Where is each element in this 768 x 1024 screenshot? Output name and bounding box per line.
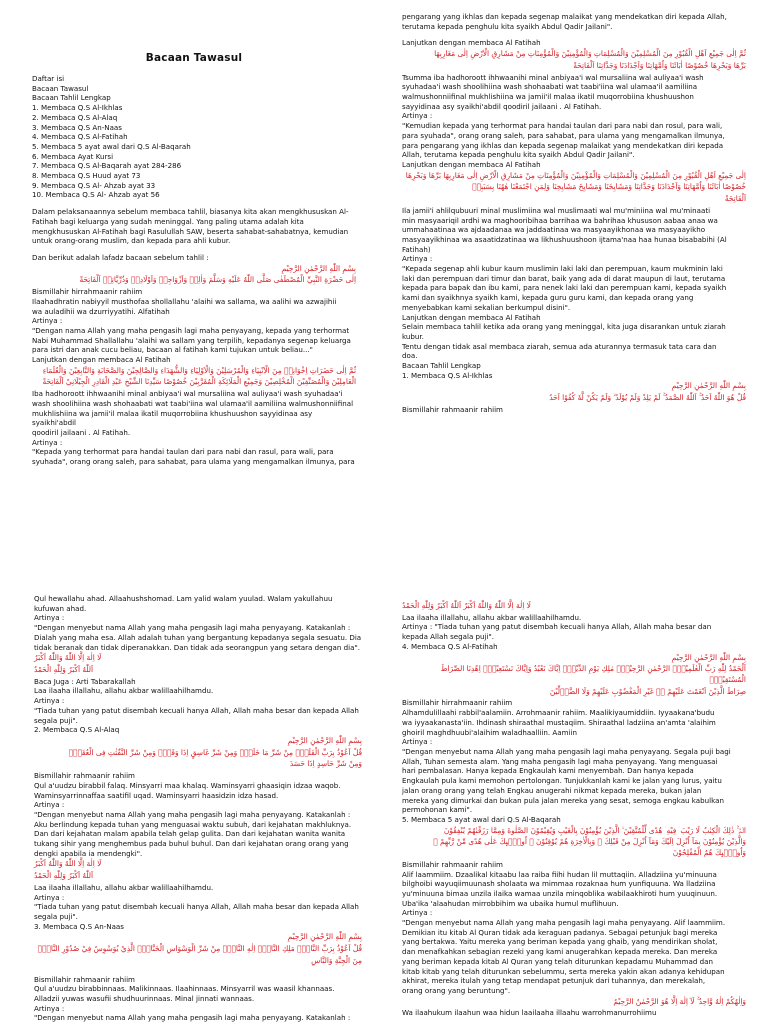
- text-block: [34, 677, 362, 735]
- arabic-line: ثُمَّ اِلٰى حَضَرَاتِ اِخْوَانِهٖ مِنَ الْاَنْبِيَاءِ وَالْمُرْسَلِيْنَ وَالْاَوْلِيَاءِ وَالشُّهَدَاءِ وَالصَّالِحِيْنَ وَالصَّحَابَةِ وَالتَّابِعِيْنَ وَالْعُلَمَاءِ: [42, 365, 356, 375]
- arabic-line: اِلٰى جَمِيْعِ اَهْلِ الْقُبُوْرِ مِنَ الْمُسْلِمِيْنَ وَالْمُسْلِمَاتِ وَالْمُؤْمِنِيْنَ وَالْمُؤْمِنَاتِ مِنْ مَشَارِقِ الْاَرْضِ اِلٰى مَغَارِبِهَا بَرِّهَا وَبَحْرِهَا: [405, 170, 746, 180]
- text-line: syuhadaa'i wash shoolihiina wash shohaabati wat taabi'iina wal ulamaa'il aamiliina: [402, 82, 698, 92]
- arabic-line: وَاِلٰهُكُمْ اِلٰهٌ وَّاحِدٌ ۚ لَآ اِلٰهَ اِلَّا هُوَ الرَّحْمٰنُ الرَّحِيْمُ: [613, 996, 746, 1006]
- text-line: Lanjutkan dengan membaca Al Fatihah: [402, 312, 541, 322]
- arabic-text: [34, 736, 362, 770]
- text-line: kami dan syaikhnya syaikh kami, kepada guru guru kami, dan kepada orang yang: [402, 293, 694, 303]
- text-line: walmushonniifinal mukhlishiina wa jamii'il malaa ikatil muqorrobiina khushuushon: [402, 91, 694, 101]
- text-line: mereka yang dimurkai dan bukan pula jalan mereka yang sesat, semoga engkau kabulkan: [402, 795, 724, 805]
- text-line: Demikian itu kitab Al Quran tidak ada keraguan padanya. Sebagai petunjuk bagi mereka: [402, 927, 718, 937]
- text-line: qoodiril jailaani . Al Fatihah.: [32, 428, 131, 438]
- text-line: Aku berlindung kepada tuhan yang menguasai waktu subuh, dari kejahatan makhluknya.: [34, 819, 352, 829]
- text-line: syuhada", orang orang saleh, para sahabat, para ulama yang mengamalkan ilmunya, para: [32, 457, 355, 467]
- arabic-text: [34, 932, 362, 966]
- text-line: wash shoolihiina wash shohaabati wat taabi'iina wal ulamaa'il aamiliina walmushonniifinal: [32, 398, 354, 408]
- arabic-text: [402, 49, 746, 71]
- text-line: Laa ilaaha illallahu, allahu akbar walillaahilhamdu.: [402, 612, 582, 622]
- text-block: [34, 975, 362, 1024]
- text-line: terutama kepada penghulu kita syaikh Abdul Qadir Jailani".: [402, 21, 613, 31]
- text-line: "Dengan menyebut nama Allah yang maha pengasih lagi maha penyayang. Katakanlah :: [34, 809, 351, 819]
- text-line: Artinya :: [34, 892, 65, 902]
- text-line: kufuwan ahad.: [34, 603, 87, 613]
- text-line: Ila jamii'i ahlilqubuuri minal muslimiina wal muslimaati wal mu'miniina wal mu'minaati: [402, 205, 711, 215]
- text-line: Laa ilaaha illallahu, allahu akbar walillaahilhamdu.: [34, 686, 214, 696]
- text-line: Artinya :: [34, 613, 65, 623]
- document-page-3: [0, 512, 384, 1024]
- text-line: untuk orang-orang muslim, dan kepada para ahli kubur.: [32, 236, 231, 246]
- text-line: 6. Membaca Ayat Kursi: [32, 151, 114, 161]
- text-line: Waminsyarrinnaffaa saatifil uqad. Waminsyarri haasidzin idza hasad.: [34, 790, 279, 800]
- document-page-4: [384, 512, 768, 1024]
- text-block: [402, 12, 746, 31]
- text-line: tidak beranak dan tidak diperanakkan. Dan tidak ada seorangpun yang setara dengan dia".: [34, 642, 360, 652]
- text-line: "Kemudian kepada yang terhormat para handai taulan dari para nabi dan rosul, para wali,: [402, 121, 723, 131]
- text-line: wa iyyaakanasta'iin. Ihdinash shiraathal mustaqiim. Shiraathal ladziina an'amta 'alaihim: [402, 717, 716, 727]
- arabic-text: [402, 171, 746, 205]
- page-title: Bacaan Tawasul: [145, 52, 243, 64]
- transliteration-text: Wa ilaahukum ilaahun waa hidun laailaaha illaahu warrohmanurrohiimu: [402, 1008, 657, 1018]
- text-line: min masyaariqil ardhi wa maghooribihaa barrihaa wa bahrihaa khususon aabaa anaa wa: [402, 215, 718, 225]
- arabic-line: الْعَامِلِيْنَ وَالْمُصَنِّفِيْنَ الْمُخْلِصِيْنَ وَجَمِيْعِ الْمَلَائِكَةِ الْمُقَرَّبِيْنَ خُصُوْصًا سَيِّدِنَا الشَّيْخِ عَبْدِ الْقَادِرِ الْجِيْلَانِيْ اَلْفَاتِحَةْ: [42, 377, 356, 387]
- text-line: Allah, Tuhan semesta alam. Yang maha pengasih lagi maha penyayang. Yang menguasai: [402, 756, 718, 766]
- text-line: "Dengan menyebut nama Allah yang maha pengasih lagi maha penyayang. Katakanlah :: [34, 1013, 351, 1023]
- arabic-line: قُلْ اَعُوْذُ بِرَبِّ النَّاسِۙ مَلِكِ النَّاسِۙ اِلٰهِ النَّاسِۙ مِنْ شَرِّ الْوَسْوَاسِ الْخَنَّاسِۖ الَّذِيْ يُوَسْوِسُ فِيْ صُدُوْرِ النَّاسِۙ: [37, 944, 362, 954]
- text-line: Bismillahir rahmaanir rahiim: [34, 771, 135, 781]
- text-line: ummahaatinaa wa ajdaadanaa wa jaddaatinaa wa masyaayikhonaa wa masyaayikho: [402, 225, 706, 235]
- text-line: Artinya :: [402, 254, 433, 264]
- text-line: "Dengan menyebut nama Allah yang maha pengasih lagi maha penyayang. Segala puji bagi: [402, 747, 731, 756]
- text-line: 1. Membaca Q.S Al-Ikhlas: [402, 370, 493, 380]
- text-line: permohonan kami".: [402, 805, 473, 815]
- text-block: [32, 389, 356, 467]
- arabic-text: [402, 601, 746, 612]
- text-line: sayyidinaa asy syaikhi'abdil qoodiril jailaani . Al Fatihah.: [402, 101, 602, 111]
- text-line: Alladzii yuwas wasufii shudhuurinnaas. Minal jinnati wannaas.: [34, 994, 255, 1004]
- text-line: Iba hadhoroott ihhwaanihi minal anbiyaa'i wal mursaliina wal auliyaa'i wash syuhadaa'i: [32, 389, 343, 399]
- text-line: doa.: [402, 351, 418, 361]
- arabic-line: بِسْمِ اللّٰهِ الرَّحْمٰنِ الرَّحِيْمِ: [671, 381, 746, 391]
- arabic-line: الۤمّۤ ۚ ذٰلِكَ الْكِتٰبُ لَا رَيْبَ ۛ فِيْهِ ۛ هُدًى لِّلْمُتَّقِيْنَ ۙ الَّذِيْنَ يُؤْمِنُوْنَ بِالْغَيْبِ وَيُقِيْمُوْنَ الصَّلٰوةَ وَمِمَّا رَزَقْنٰهُمْ يُنْفِقُوْنَ: [443, 825, 746, 835]
- text-line: dan menafkahkan sebagian rezeki yang kami anugerahkan kepada mereka. Dan mereka: [402, 947, 718, 957]
- text-line: 3. Membaca Q.S An-Naas: [34, 921, 124, 931]
- text-line: tukang sihir yang menghembus pada buhul buhul. Dan dari kejahatan orang orang yang: [34, 839, 349, 849]
- arabic-text: [32, 366, 356, 388]
- text-line: 3. Membaca Q.S An-Naas: [32, 122, 122, 132]
- text-line: dengki apabila ia mendengki".: [34, 848, 143, 858]
- text-block: [402, 73, 746, 170]
- text-line: 2. Membaca Q.S Al-Alaq: [34, 725, 120, 735]
- text-line: Qul hewallahu ahad. Allaahushshomad. Lam yalid walam yuulad. Walam yakullahuu: [34, 594, 333, 603]
- text-line: akhirat, mereka itulah yang tetap mendapat petunjuk dari tuhannya, dan merekalah,: [402, 976, 706, 986]
- instruction-text: Lanjutkan dengan membaca Al Fatihah: [402, 38, 541, 48]
- text-line: Bismillahir rahmaanir rahiim: [402, 859, 503, 869]
- text-line: Artinya :: [32, 437, 63, 447]
- text-line: Artinya :: [34, 1003, 65, 1013]
- text-line: yang bertakwa. Yaitu mereka yang beriman kepada yang ghaib, yang mendirikan sholat,: [402, 937, 718, 947]
- text-line: 9. Membaca Q.S Al- Ahzab ayat 33: [32, 180, 156, 190]
- text-line: Alif laammiim. Dzaalikal kitaabu laa raiba fiihi hudan lil muttaqiin. Alladziina yu'minuuna: [402, 869, 717, 879]
- transliteration-text: Bismillahir rahmaanir rahiim: [402, 404, 503, 414]
- text-line: orang orang yang beruntung".: [402, 985, 511, 995]
- lead-text: Dan berikut adalah lafadz bacaan sebelum tahlil :: [32, 252, 209, 262]
- arabic-line: بِسْمِ اللّٰهِ الرَّحْمٰنِ الرَّحِيْمِ: [287, 932, 362, 942]
- text-line: Qul a'uudzu birabbil falaq. Minsyarri maa khalaq. Waminsyarri ghaasiqin idzaa waqob.: [34, 780, 341, 790]
- text-line: segala puji".: [34, 912, 78, 922]
- document-page-1: [0, 0, 384, 512]
- arabic-line: لَا اِلٰهَ اِلَّا اللّٰهُ وَاللّٰهُ اَكْبَرُ: [34, 653, 102, 663]
- text-line: Baca Juga : Arti Tabarakallah: [34, 676, 136, 686]
- text-line: Ilaahadhratin nabiyyil musthofaa shollallahu 'alaihi wa sallama, wa aalihi wa azwajihii: [32, 296, 337, 306]
- text-line: masyaayikhinaa wa asaatidzatinaa wa likhushuushoon ijtama'naa haa hunaa bisababihi (Al Fatihah): [402, 234, 727, 254]
- text-line: "Dengan menyebut nama Allah yang maha pengasih lagi maha penyayang. Alif laammiim.: [402, 918, 726, 928]
- arabic-line: بِسْمِ اللّٰهِ الرَّحْمٰنِ الرَّحِيْمِ: [281, 263, 356, 273]
- text-line: Artinya :: [34, 800, 65, 810]
- arabic-line: اَللّٰهُ اَكْبَرُ وَلِلّٰهِ الْحَمْدُ: [34, 664, 94, 674]
- text-line: kitab kitab yang telah diturunkan sebelummu, serta mereka yakin akan adanya kehidupan: [402, 966, 725, 976]
- text-line: Bismillahir hirrahmaanir rahiim: [402, 698, 513, 708]
- text-block: [34, 594, 362, 652]
- text-line: para istri dan anak cucu beliau, bacaan al fatihah kami tujukan untuk beliau...": [32, 345, 313, 355]
- text-line: Laa ilaaha illallahu, allahu akbar walillaahilhamdu.: [34, 882, 214, 892]
- text-line: Qul a'uudzu birabbinnaas. Malikinnaas. Ilaahinnaas. Minsyarril was waasil khannaas.: [34, 984, 335, 994]
- text-line: Bismillahir hirrahmaanir rahiim: [32, 287, 143, 297]
- text-line: Dalam pelaksanaannya sebelum membaca tahlil, biasanya kita akan mengkhususkan Al-: [32, 207, 349, 217]
- arabic-text: [34, 653, 362, 675]
- text-line: Bacaan Tawasul: [32, 83, 89, 93]
- arabic-line: وَالَّذِيْنَ يُؤْمِنُوْنَ بِمَآ اُنْزِلَ اِلَيْكَ وَمَآ اُنْزِلَ مِنْ قَبْلِكَ ۚ وَبِالْاٰخِرَةِ هُمْ يُوْقِنُوْنَ ۗ اُولٰۤىِٕكَ عَلٰى هُدًى مِّنْ رَّبِّهِمْ ۙ وَاُولٰۤىِٕكَ هُمُ الْمُفْلِحُوْنَ: [433, 837, 746, 858]
- arabic-line: صِرَاطَ الَّذِيْنَ اَنْعَمْتَ عَلَيْهِمْ ەۙ غَيْرِ الْمَغْضُوْبِ عَلَيْهِمْ وَلَا الضَّاۤلِّيْنَ: [549, 686, 746, 696]
- text-line: Artinya :: [402, 111, 433, 121]
- arabic-text: [402, 826, 746, 859]
- text-line: Tsumma iba hadhoroott ihhwaanihi minal anbiyaa'i wal mursaliina wal auliyaa'i wash: [402, 72, 704, 82]
- text-line: menyebabkan kami sekalian berkumpul disini".: [402, 302, 571, 312]
- text-line: Artinya : "Tiada tuhan yang patut disembah kecuali hanya Allah, Allah maha besar dan: [402, 622, 712, 632]
- text-line: Uba'ika 'alaahudan mirrobbihim wa ubaika humul muflihuun.: [402, 898, 619, 908]
- arabic-text: [32, 264, 356, 286]
- arabic-line: اَللّٰهُ اَكْبَرُ وَلِلّٰهِ الْحَمْدُ: [34, 871, 94, 881]
- arabic-line: خُصُوْصًا اٰبَائَنَا وَاُمَّهَاتِنَا وَاَجْدَادَنَا وَجَدَّاتِنَا وَمَشَايِخَنَا وَمَشَايِخَ مَشَايِخِنَا وَلِمَنِ اجْتَمَعْنَا هٰهُنَا بِسَبَبِهٖ: [472, 182, 746, 192]
- text-line: Lanjutkan dengan membaca Al Fatihah: [402, 159, 541, 169]
- text-line: Selain membaca tahlil ketika ada orang yang meninggal, kita juga disarankan untuk ziarah: [402, 322, 726, 332]
- text-line: Engkaulah pula kami memohon pertolongan. Tunjukkanlah kami ke jalan yang lurus, yaitu: [402, 776, 722, 786]
- arabic-text: [402, 381, 746, 403]
- arabic-text: [34, 859, 362, 881]
- text-line: Allah, terutama kepada penghulu kita syaikh Abdul Qadir Jailani".: [402, 150, 635, 160]
- arabic-line: اَلْفَاتِحَةْ: [724, 194, 746, 204]
- text-block: [34, 883, 362, 932]
- text-line: "Tiada tuhan yang patut disembah kecuali hanya Allah, Allah maha besar dan kepada Allah: [34, 902, 359, 912]
- text-line: "Dengan menyebut nama Allah yang maha pengasih lagi maha penyayang. Katakanlah :: [34, 623, 351, 633]
- text-line: Artinya :: [402, 908, 433, 918]
- text-block: [402, 698, 746, 824]
- text-line: segala puji".: [34, 715, 78, 725]
- text-block: [402, 613, 746, 652]
- text-block: [402, 206, 746, 381]
- text-line: pengarang yang ikhlas dan kepada segenap malaikat yang mendekatkan diri kepada Allah,: [402, 12, 727, 21]
- text-line: hari pembalasan. Hanya kepada Engkaulah kami menyembah. Dan hanya kepada: [402, 766, 694, 776]
- arabic-line: قُلْ اَعُوْذُ بِرَبِّ الْفَلَقِۙ مِنْ شَرِّ مَا خَلَقَۙ وَمِنْ شَرِّ غَاسِقٍ اِذَا وَقَبَۙ وَمِنْ شَرِّ النَّفّٰثٰتِ فِى الْعُقَدِۙ: [68, 747, 362, 757]
- text-line: Artinya :: [402, 737, 433, 747]
- text-block: [32, 287, 356, 365]
- text-line: "Dengan nama Allah yang maha pengasih lagi maha penyayang, kepada yang terhormat: [32, 325, 350, 335]
- text-line: kepada para bapak dan ibu kami, para nenek laki laki dan perempuan kami, kepada syaikh: [402, 283, 727, 293]
- text-line: 4. Membaca Q.S Al-Fatihah: [402, 641, 498, 651]
- text-block: [34, 771, 362, 858]
- text-line: Lanjutkan dengan membaca Al Fatihah: [32, 355, 171, 365]
- text-line: Nabi Muhammad Shallallahu 'alaihi wa sallam yang terpilih, kepadanya segenap keluarga: [32, 335, 351, 345]
- arabic-line: ثُمَّ اِلٰى جَمِيْعِ اَهْلِ الْقُبُوْرِ مِنَ الْمُسْلِمِيْنَ وَالْمُسْلِمَاتِ وَالْمُؤْمِنِيْنَ وَالْمُؤْمِنَاتِ مِنْ مَشَارِقِ الْاَرْضِ اِلٰى مَغَارِبِهَا: [434, 49, 746, 59]
- intro-paragraph: [32, 207, 356, 246]
- text-line: ghoiril maghdhuubi'alaihim waladhaalliin. Aamiin: [402, 727, 577, 737]
- document-page-2: [384, 0, 768, 512]
- arabic-line: وَمِنْ شَرِّ حَاسِدٍ اِذَا حَسَدَ: [289, 759, 362, 769]
- text-line: Dan dari kejahatan malam apabila telah gelap gulita. Dan dari kejahatan wanita wanita: [34, 829, 346, 839]
- arabic-line: بَرِّهَا وَبَحْرِهَا خُصُوْصًا اٰبَائَنَا وَاُمَّهَاتِنَا وَاَجْدَادَنَا وَجَدَّاتِنَا اَلْفَاتِحَةْ: [573, 60, 746, 70]
- text-line: para syuhada", orang orang saleh, para sahabat, para ulama yang mengamalkan ilmunya,: [402, 130, 725, 140]
- text-line: jalan orang orang yang telah Engkau anugerahi nikmat kepada mereka, bukan jalan: [402, 785, 702, 795]
- text-line: Artinya :: [32, 316, 63, 326]
- text-line: 5. Membaca 5 ayat awal dari Q.S Al-Baqarah: [32, 141, 191, 151]
- text-line: "Kepada yang terhormat para handai taulan dari para nabi dan rasul, para wali, para: [32, 447, 334, 457]
- text-line: wa auladihii wa dzurriyyatihi. Alfatihah: [32, 306, 170, 316]
- arabic-line: بِسْمِ اللّٰهِ الرَّحْمٰنِ الرَّحِيْمِ: [287, 735, 362, 745]
- text-line: Artinya :: [34, 696, 65, 706]
- text-line: "Tiada tuhan yang patut disembah kecuali hanya Allah, Allah maha besar dan kepada Allah: [34, 705, 359, 715]
- text-line: Fatihah bagi keluarga yang sudah meninggal. Yang paling utama adalah kita: [32, 216, 304, 226]
- arabic-line: بِسْمِ اللّٰهِ الرَّحْمٰنِ الرَّحِيْمِ: [671, 652, 746, 662]
- text-line: laki dan perempuan dari timur dan barat, baik yang ada di darat maupun di laut, terutama: [402, 273, 726, 283]
- text-line: 4. Membaca Q.S Al-Fatihah: [32, 132, 128, 142]
- text-line: kepada Allah segala puji".: [402, 632, 495, 642]
- text-line: Bacaan Tahlil Lengkap: [32, 93, 111, 103]
- arabic-line: لَا اِلٰهَ اِلَّا اللّٰهُ وَاللّٰهُ اَكْبَرُ اَللّٰهُ اَكْبَرُ وَلِلّٰهِ الْحَمْدُ: [402, 601, 531, 610]
- text-line: para pengarang yang ikhlas dan kepada segenap malaikat yang mendekatkan diri kepada: [402, 140, 724, 150]
- text-line: 8. Membaca Q.S Huud ayat 73: [32, 171, 141, 181]
- arabic-line: اِلٰى حَضْرَةِ النَّبِيِّ الْمُصْطَفٰى صَلَّى اللّٰهُ عَلَيْهِ وَسَلَّمَ وَاٰلِهٖ وَاَزْوَاجِهٖ وَاَوْلَادِهٖ وَذُرِّيَّاتِهٖ اَلْفَاتِحَةْ: [79, 275, 356, 285]
- text-line: Tentu dengan tidak asal membaca ziarah, semua ada aturannya termasuk tata cara dan: [402, 341, 717, 351]
- text-line: Alhamdulillaahi rabbil'aalamiin. Arrohmaanir rahiim. Maalikiyaumiddiin. Iyyaakana'budu: [402, 708, 715, 718]
- text-line: "Kepada segenap ahli kubur kaum muslimin laki laki dan perempuan, kaum mukminin laki: [402, 264, 723, 274]
- arabic-line: اَلْحَمْدُ لِلّٰهِ رَبِّ الْعٰلَمِيْنَۙ الرَّحْمٰنِ الرَّحِيْمِۙ مٰلِكِ يَوْمِ الدِّيْنِۗ اِيَّاكَ نَعْبُدُ وَاِيَّاكَ نَسْتَعِيْنُۗ اِهْدِنَا الصِّرَاطَ الْمُسْتَقِيْمَۙ: [440, 664, 746, 685]
- text-line: Bacaan Tahlil Lengkap: [402, 361, 481, 371]
- text-block: [402, 860, 746, 996]
- text-line: Dialah yang maha esa. Allah adalah tuhan yang bergantung kepadanya segala sesuatu. Dia: [34, 632, 362, 642]
- text-line: 10. Membaca Q.S Al- Ahzab ayat 56: [32, 190, 160, 200]
- text-line: 1. Membaca Q.S Al-Ikhlas: [32, 103, 123, 113]
- text-line: Bismillahir rahmaanir rahiim: [34, 974, 135, 984]
- arabic-text: [402, 997, 746, 1008]
- arabic-line: قُلْ هُوَ اللّٰهُ اَحَدٌ ۚ اَللّٰهُ الصَّمَدُ ۚ لَمْ يَلِدْ وَلَمْ يُوْلَدْ ۙ وَلَمْ يَكُنْ لَّهٗ كُفُوًا اَحَدٌ: [549, 393, 746, 403]
- arabic-line: مِنَ الْجِنَّةِ وَالنَّاسِ: [311, 955, 362, 965]
- text-line: kubur.: [402, 331, 424, 341]
- table-of-contents: [32, 74, 356, 200]
- text-line: Daftar isi: [32, 74, 65, 83]
- arabic-line: لَا اِلٰهَ اِلَّا اللّٰهُ وَاللّٰهُ اَكْبَرُ: [34, 859, 102, 869]
- text-line: 7. Membaca Q.S Al-Baqarah ayat 284-286: [32, 161, 182, 171]
- text-line: yang beriman kepada kitab Al Quran yang telah diturunkan kepadamu Muhammad dan: [402, 956, 713, 966]
- text-line: 2. Membaca Q.S Al-Alaq: [32, 112, 118, 122]
- text-line: yu'minuuna bimaa unzila ilaika wamaa unzila minqoblika wabilaakhiroti hum yuuqinuun.: [402, 888, 718, 898]
- text-line: mengkhususkan Al-Fatihah bagi Rasulullah SAW, beserta sahabat-sahabatnya, kemudian: [32, 226, 349, 236]
- text-line: 5. Membaca 5 ayat awal dari Q.S Al-Baqarah: [402, 814, 561, 824]
- text-line: bilghoibi wayuqiimuunash sholaata wa mimmaa rozaknaa hum yunfiquuna. Wa lladziina: [402, 879, 716, 889]
- text-line: mukhlishiina wa jamii'il malaa ikatil muqorrobiina khushuushon sayyidinaa asy syaikhi'abdil: [32, 408, 313, 428]
- arabic-text: [402, 653, 746, 698]
